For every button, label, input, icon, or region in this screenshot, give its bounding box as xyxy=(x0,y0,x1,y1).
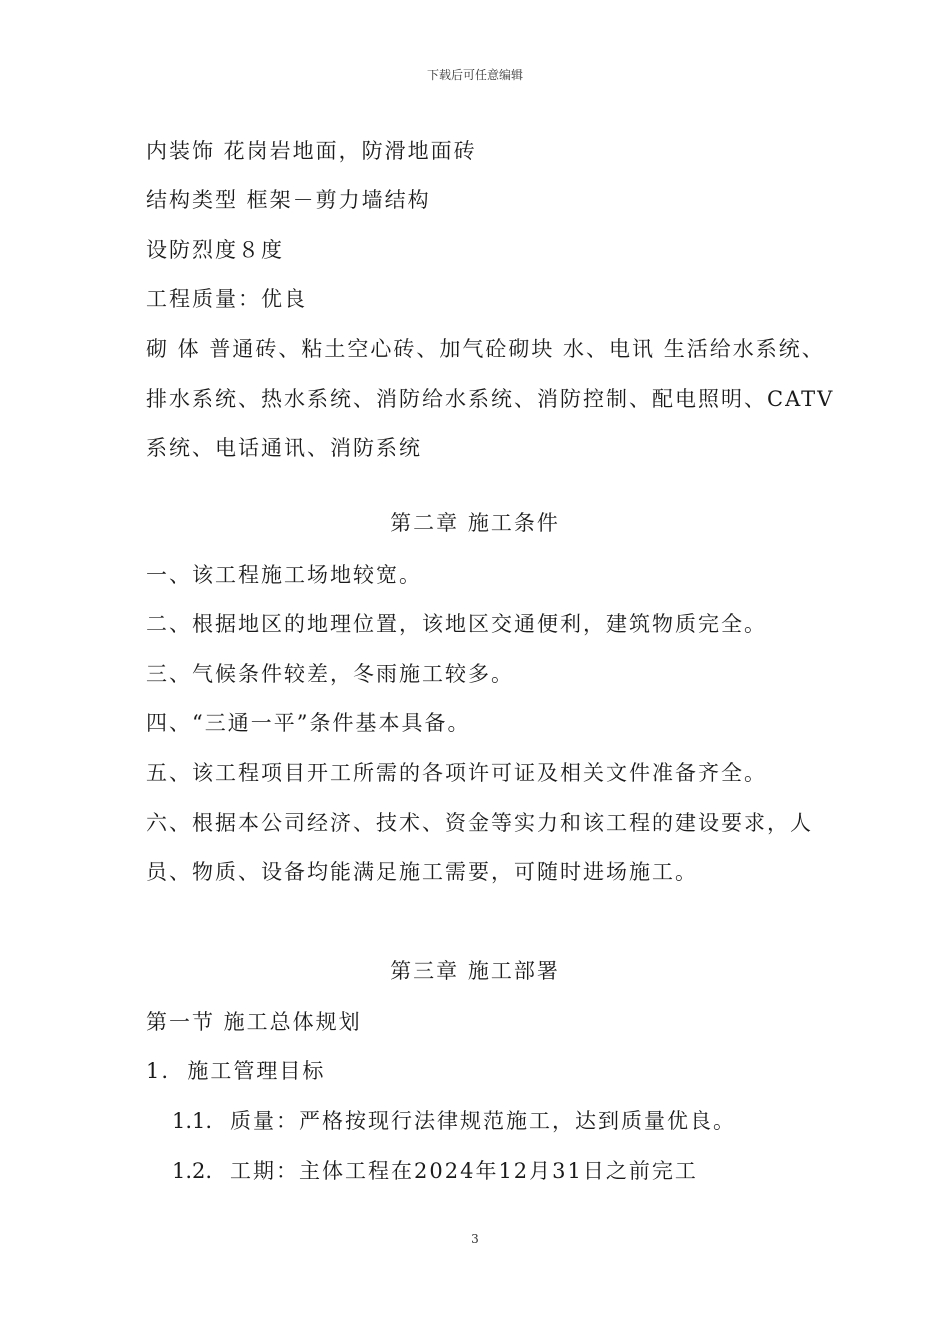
spec-line: 砌 体 普通砖、粘土空心砖、加气砼砌块 水、电讯 生活给水系统、 xyxy=(146,337,825,361)
condition-item: 二、根据地区的地理位置，该地区交通便利，建筑物质完全。 xyxy=(146,612,767,636)
sub-item-text: 工期：主体工程在2024年12月31日之前完工 xyxy=(230,1159,698,1183)
management-goal-heading: 1. 施工管理目标 xyxy=(146,1059,326,1083)
sub-item-number: 1.2. xyxy=(172,1159,213,1183)
spec-line: 系统、电话通讯、消防系统 xyxy=(146,436,422,460)
sub-item-quality xyxy=(172,1106,736,1136)
sub-item-schedule xyxy=(172,1156,698,1186)
spec-line: 排水系统、热水系统、消防给水系统、消防控制、配电照明、CATV xyxy=(146,387,835,411)
sub-item-text: 质量：严格按现行法律规范施工，达到质量优良。 xyxy=(230,1109,736,1133)
condition-item: 六、根据本公司经济、技术、资金等实力和该工程的建设要求，人 xyxy=(146,811,813,835)
spec-line: 工程质量：优良 xyxy=(146,287,307,311)
chapter-3-title: 第三章 施工部署 xyxy=(390,959,560,983)
spec-line: 内装饰 花岗岩地面，防滑地面砖 xyxy=(146,139,477,163)
condition-item: 员、物质、设备均能满足施工需要，可随时进场施工。 xyxy=(146,860,698,884)
condition-item: 五、该工程项目开工所需的各项许可证及相关文件准备齐全。 xyxy=(146,761,767,785)
section-1-title: 第一节 施工总体规划 xyxy=(146,1010,362,1034)
condition-item: 四、“三通一平”条件基本具备。 xyxy=(146,711,471,735)
page-header: 下载后可任意编辑 xyxy=(426,68,523,82)
spec-line: 设防烈度８度 xyxy=(146,238,284,262)
spec-line: 结构类型 框架－剪力墙结构 xyxy=(146,188,431,212)
sub-item-number: 1.1. xyxy=(172,1109,213,1133)
condition-item: 三、气候条件较差，冬雨施工较多。 xyxy=(146,662,514,686)
page-number: 3 xyxy=(471,1232,479,1246)
condition-item: 一、该工程施工场地较宽。 xyxy=(146,563,422,587)
chapter-2-title: 第二章 施工条件 xyxy=(390,511,560,535)
